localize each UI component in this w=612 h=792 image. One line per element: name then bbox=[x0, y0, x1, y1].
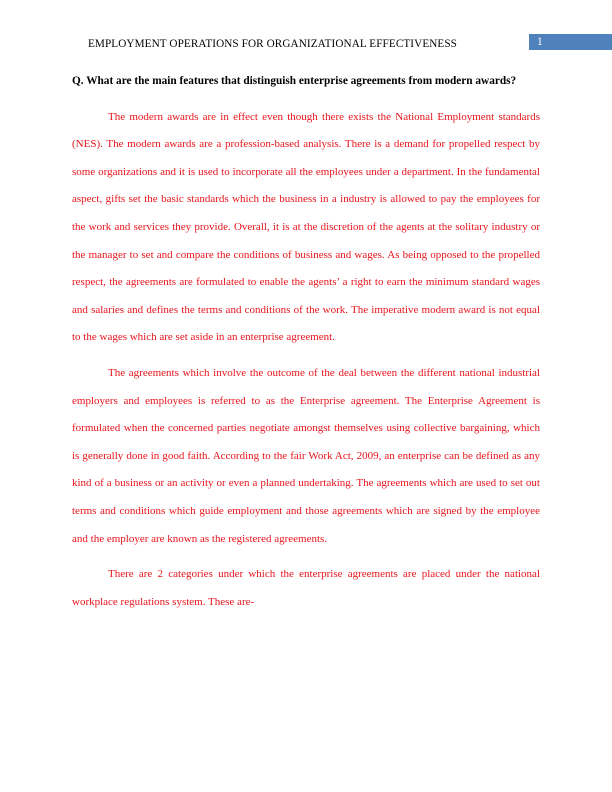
running-header-title: EMPLOYMENT OPERATIONS FOR ORGANIZATIONAL EFFECTIVENESS bbox=[88, 38, 458, 50]
page-number-badge: 1 bbox=[529, 34, 612, 50]
document-body bbox=[72, 68, 540, 616]
question-heading: Q. What are the main features that distinguish enterprise agreements from modern awards? bbox=[72, 75, 517, 87]
paragraph-categories: There are 2 categories under which the enterprise agreements are placed under the national workplace regulations system. These are- bbox=[72, 568, 540, 608]
paragraph-modern-awards: The modern awards are in effect even though there exists the National Employment standards (NES). The modern awards are a profession-based analysis. There is a demand for propelled respect by some organizations and it is used to incorporate all the employees under a department. In the fundamental aspect, gifts set the basic standards which the business in a industry is allowed to pay the employees for the work and services they provide. Overall, it is at the discretion of the agents at the solitary industry or the manager to set and compare the conditions of business and wages. As being opposed to the propelled respect, the agreements are formulated to enable the agents’ a right to earn the minimum standard wages and salaries and defines the terms and conditions of the work. The imperative modern award is not equal to the wages which are set aside in an enterprise agreement. bbox=[72, 110, 540, 344]
paragraph-enterprise-agreement: The agreements which involve the outcome of the deal between the different national industrial employers and employees is referred to as the Enterprise agreement. The Enterprise Agreement is formulated when the concerned parties negotiate amongst themselves using collective bargaining, which is generally done in good faith. According to the fair Work Act, 2009, an enterprise can be defined as any kind of a business or an activity or even a planned undertaking. The agreements which are used to set out terms and conditions which guide employment and those agreements which are signed by the employee and the employer are known as the registered agreements. bbox=[72, 366, 540, 545]
